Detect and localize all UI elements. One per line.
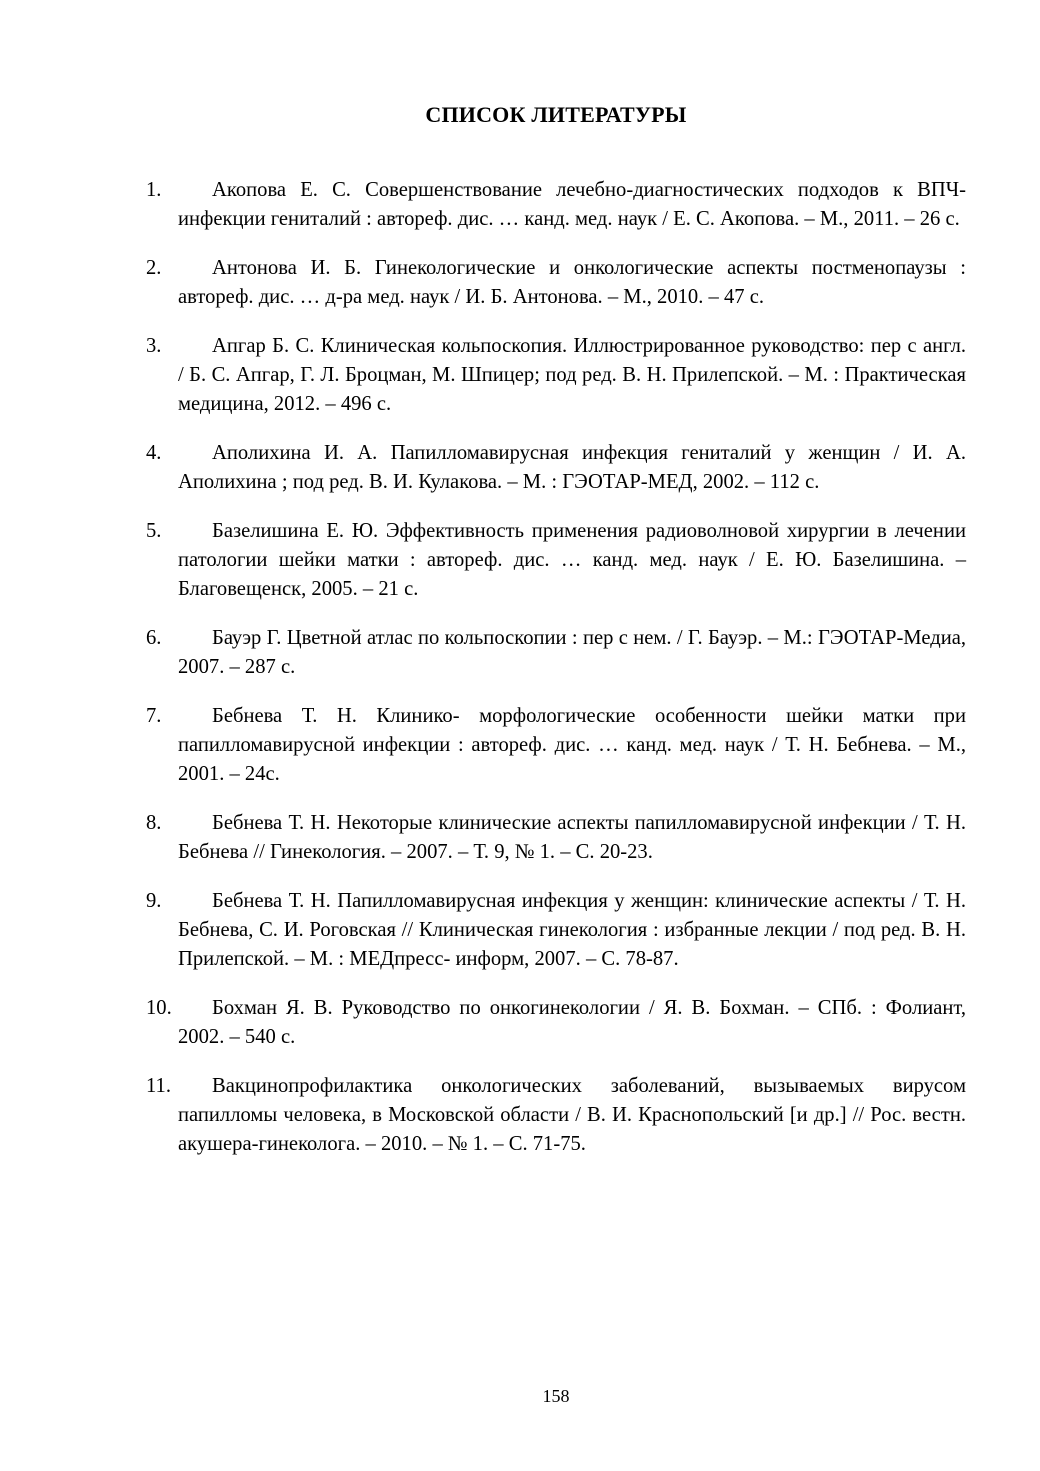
reference-number: 11. — [146, 1075, 171, 1097]
reference-number: 3. — [146, 335, 162, 357]
reference-text: Бебнева Т. Н. Некоторые клинические аспекты папилломавирусной инфекции / Т. Н. Бебнева // Гинекология. – 2007. – Т. 9, № 1. – С. 20-23. — [178, 812, 966, 863]
reference-number: 6. — [146, 627, 162, 649]
reference-number: 1. — [146, 179, 162, 201]
reference-text: Базелишина Е. Ю. Эффективность применения радиоволновой хирургии в лечении патологии шейки матки : автореф. дис. … канд. мед. наук / Е. Ю. Базелишина. – Благовещенск, 2005. – 21 с. — [178, 520, 966, 600]
reference-item — [146, 332, 966, 419]
reference-item — [146, 624, 966, 682]
reference-item — [146, 702, 966, 789]
reference-text: Антонова И. Б. Гинекологические и онкологические аспекты постменопаузы : автореф. дис. … д-ра мед. наук / И. Б. Антонова. – М., 2010. – 47 с. — [178, 257, 966, 308]
reference-number: 9. — [146, 890, 162, 912]
reference-text: Бохман Я. В. Руководство по онкогинекологии / Я. В. Бохман. – СПб. : Фолиант, 2002. – 540 с. — [178, 997, 966, 1048]
reference-text: Бебнева Т. Н. Клинико- морфологические особенности шейки матки при папилломавирусной инфекции : автореф. дис. … канд. мед. наук / Т. Н. Бебнева. – М., 2001. – 24с. — [178, 705, 966, 785]
reference-number: 8. — [146, 812, 162, 834]
reference-text: Бебнева Т. Н. Папилломавирусная инфекция у женщин: клинические аспекты / Т. Н. Бебнева, С. И. Роговская // Клиническая гинекология : избранные лекции / под ред. В. Н. Прилепской. – М. : МЕДпресс- информ, 2007. – С. 78-87. — [178, 890, 966, 970]
reference-item — [146, 1072, 966, 1159]
page-number: 158 — [542, 1386, 570, 1406]
reference-list — [146, 176, 966, 1179]
reference-item — [146, 809, 966, 867]
reference-item — [146, 176, 966, 234]
reference-text: Вакцинопрофилактика онкологических заболеваний, вызываемых вирусом папилломы человека, в Московской области / В. И. Краснопольский [и др.] // Рос. вестн. акушера-гинеколога. – 2010. – № 1. – С. 71-75. — [178, 1075, 966, 1155]
reference-item — [146, 994, 966, 1052]
page-title: СПИСОК ЛИТЕРАТУРЫ — [425, 102, 687, 127]
reference-item — [146, 887, 966, 974]
reference-item — [146, 517, 966, 604]
reference-text: Апгар Б. С. Клиническая кольпоскопия. Иллюстрированное руководство: пер с англ. / Б. С. Апгар, Г. Л. Броцман, М. Шпицер; под ред. В. Н. Прилепской. – М. : Практическая медицина, 2012. – 496 с. — [178, 335, 966, 415]
reference-number: 5. — [146, 520, 162, 542]
reference-number: 4. — [146, 442, 162, 464]
reference-text: Акопова Е. С. Совершенствование лечебно-диагностических подходов к ВПЧ-инфекции гениталий : автореф. дис. … канд. мед. наук / Е. С. Акопова. – М., 2011. – 26 с. — [178, 179, 966, 230]
reference-number: 7. — [146, 705, 162, 727]
reference-item — [146, 254, 966, 312]
reference-text: Бауэр Г. Цветной атлас по кольпоскопии : пер с нем. / Г. Бауэр. – М.: ГЭОТАР-Медиа, 2007. – 287 с. — [178, 627, 966, 678]
reference-number: 2. — [146, 257, 162, 279]
reference-item — [146, 439, 966, 497]
reference-text: Аполихина И. А. Папилломавирусная инфекция гениталий у женщин / И. А. Аполихина ; под ред. В. И. Кулакова. – М. : ГЭОТАР-МЕД, 2002. – 112 с. — [178, 442, 966, 493]
reference-number: 10. — [146, 997, 172, 1019]
